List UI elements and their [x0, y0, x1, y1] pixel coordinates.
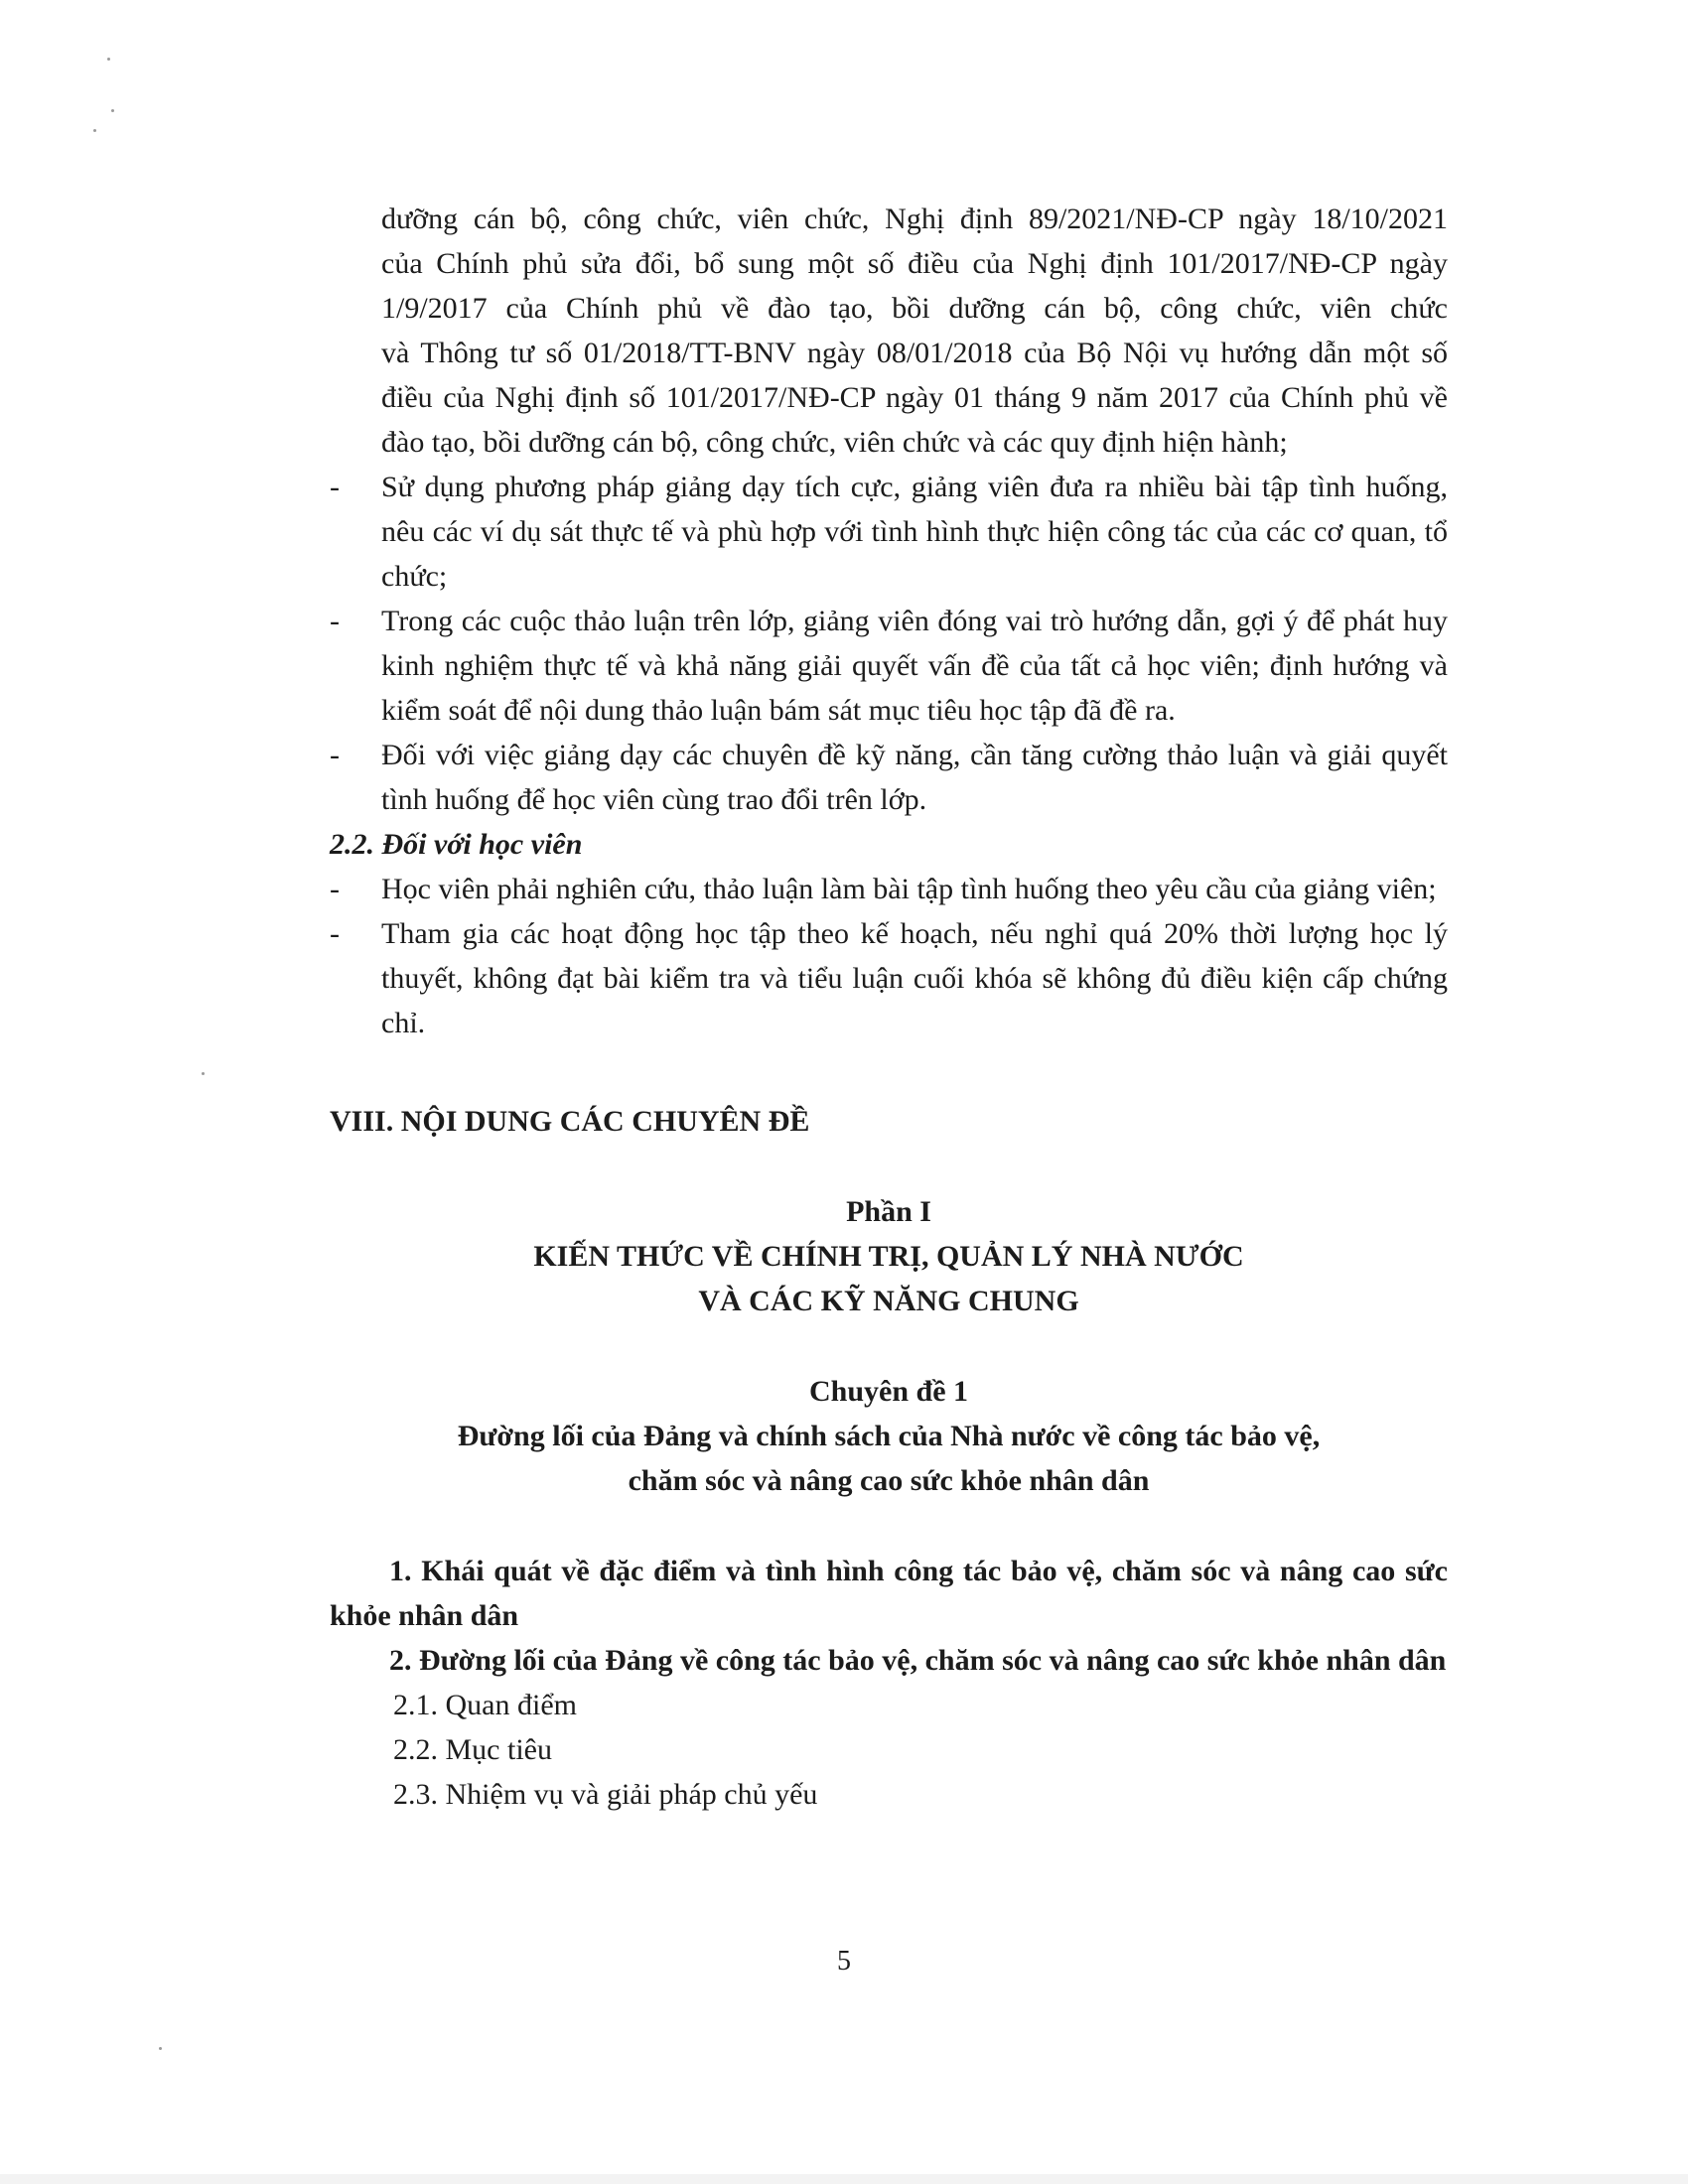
sub-item: 2.3. Nhiệm vụ và giải pháp chủ yếu — [393, 1778, 818, 1811]
bullet-text: Tham gia các hoạt động học tập theo kế hoạch, nếu nghỉ quá 20% thời lượng học lý thuyết, không đạt bài kiểm tra và tiểu luận cuối khóa sẽ không đủ điều kiện cấp chứng chỉ. — [381, 917, 1448, 1039]
teacher-bullet — [330, 599, 1448, 733]
document-body — [330, 197, 1448, 1817]
dash-marker: - — [330, 605, 340, 637]
bullet-text: Học viên phải nghiên cứu, thảo luận làm bài tập tình huống theo yêu cầu của giảng viên; — [381, 873, 1437, 905]
intro-paragraph — [330, 197, 1448, 465]
student-bullet — [330, 867, 1448, 911]
scan-speck — [202, 1072, 205, 1075]
bullet-text: Đối với việc giảng dạy các chuyên đề kỹ năng, cần tăng cường thảo luận và giải quyết tình huống để học viên cùng trao đổi trên lớp. — [381, 739, 1448, 816]
topic-point: 2. Đường lối của Đảng về công tác bảo vệ, chăm sóc và nâng cao sức khỏe nhân dân — [389, 1644, 1447, 1677]
section-heading: VIII. NỘI DUNG CÁC CHUYÊN ĐỀ — [330, 1105, 810, 1138]
intro-line: điều của Nghị định số 101/2017/NĐ-CP ngày 01 tháng 9 năm 2017 của Chính phủ về — [381, 381, 1448, 414]
teacher-bullet — [330, 733, 1448, 822]
part-title-line: KIẾN THỨC VỀ CHÍNH TRỊ, QUẢN LÝ NHÀ NƯỚC — [533, 1240, 1244, 1273]
student-heading: 2.2. Đối với học viên — [330, 828, 583, 861]
dash-marker: - — [330, 873, 340, 905]
sub-item: 2.2. Mục tiêu — [393, 1733, 552, 1766]
intro-line: và Thông tư số 01/2018/TT-BNV ngày 08/01/2018 của Bộ Nội vụ hướng dẫn một số — [381, 337, 1448, 369]
part-label: Phần I — [846, 1195, 931, 1228]
intro-line: đào tạo, bồi dưỡng cán bộ, công chức, viên chức và các quy định hiện hành; — [381, 426, 1288, 459]
topic-title-line: Đường lối của Đảng và chính sách của Nhà nước về công tác bảo vệ, — [457, 1420, 1321, 1452]
topic-label: Chuyên đề 1 — [808, 1375, 969, 1408]
topic-point: 1. Khái quát về đặc điểm và tình hình công tác bảo vệ, chăm sóc và nâng cao sức khỏe nhân dân — [330, 1555, 1448, 1632]
student-bullet — [330, 911, 1448, 1045]
bullet-text: Trong các cuộc thảo luận trên lớp, giảng viên đóng vai trò hướng dẫn, gợi ý để phát huy kinh nghiệm thực tế và khả năng giải quyết vấn đề của tất cả học viên; định hướng và kiểm soát để nội dung thảo luận bám sát mục tiêu học tập đã đề ra. — [381, 605, 1448, 727]
scan-speck — [107, 58, 110, 61]
scan-speck — [93, 129, 96, 132]
intro-line: 1/9/2017 của Chính phủ về đào tạo, bồi dưỡng cán bộ, công chức, viên chức — [381, 292, 1448, 325]
page-number: 5 — [837, 1946, 851, 1977]
scan-speck — [111, 109, 114, 112]
scan-speck — [159, 2047, 162, 2050]
dash-marker: - — [330, 471, 340, 503]
bullet-text: Sử dụng phương pháp giảng dạy tích cực, giảng viên đưa ra nhiều bài tập tình huống, nêu các ví dụ sát thực tế và phù hợp với tình hình thực hiện công tác của các cơ quan, tổ chức; — [381, 471, 1448, 593]
dash-marker: - — [330, 739, 340, 771]
scan-edge — [0, 2174, 1688, 2184]
dash-marker: - — [330, 917, 340, 950]
topic-title-line: chăm sóc và nâng cao sức khỏe nhân dân — [628, 1464, 1150, 1497]
part-title-line: VÀ CÁC KỸ NĂNG CHUNG — [698, 1285, 1079, 1317]
intro-line: của Chính phủ sửa đổi, bổ sung một số điều của Nghị định 101/2017/NĐ-CP ngày — [381, 247, 1448, 280]
intro-line: dưỡng cán bộ, công chức, viên chức, Nghị định 89/2021/NĐ-CP ngày 18/10/2021 — [381, 203, 1448, 235]
sub-item: 2.1. Quan điểm — [393, 1689, 577, 1721]
teacher-bullet — [330, 465, 1448, 599]
